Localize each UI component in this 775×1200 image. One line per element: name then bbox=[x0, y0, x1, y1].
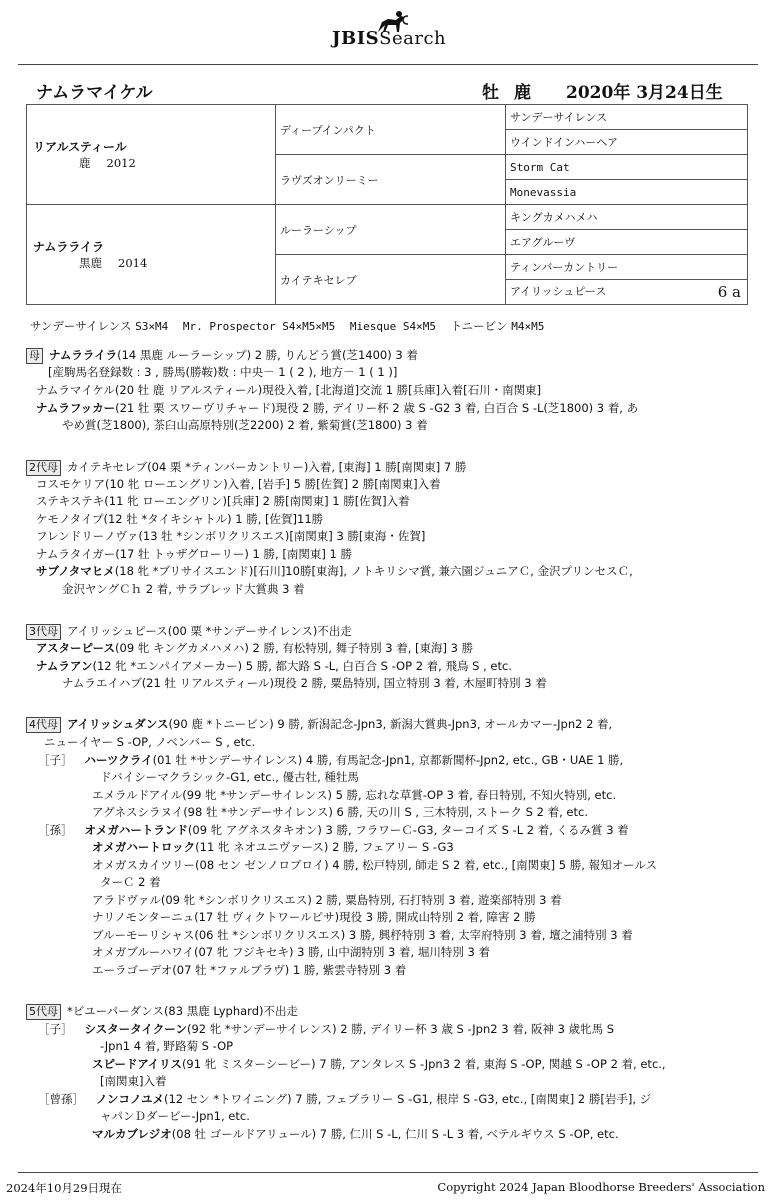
g4-detail: (90 鹿 *トニービン) 9 勝, 新潟記念-Jpn3, 新潟大賞典-Jpn3, オールカマー-Jpn2 2 着, bbox=[168, 717, 613, 731]
dam-line-1 bbox=[26, 347, 418, 364]
dam-line-5: やめ賞(芝1800), 茶臼山高原特別(芝2200) 2 着, 紫菊賞(芝1800) 3 着 bbox=[62, 418, 428, 432]
g4-gc-bold-1: オメガハートランド bbox=[84, 823, 188, 837]
g5-ggc-bold-1-detail: (12 セン *トワイニング) 7 勝, フェブラリー S -G1, 根岸 S -G3, etc., [南関東] 2 勝[岩手], ジ bbox=[163, 1092, 652, 1106]
g4-line-4: ドバイシーマクラシック-G1, etc., 優古牡, 種牡馬 bbox=[100, 770, 359, 784]
dam-sire: ルーラーシップ bbox=[276, 205, 506, 255]
inbreed-3: Miesque S4×M5 bbox=[349, 320, 436, 333]
g5-line-5: [南関東]入着 bbox=[100, 1074, 167, 1088]
g5-line-1 bbox=[26, 1003, 298, 1020]
g4-line-12: ナリノモンターニュ(17 牡 ヴィクトワールピサ)現役 3 勝, 開成山特別 2 着, 障害 2 勝 bbox=[92, 910, 536, 924]
g2-line-7 bbox=[36, 563, 633, 579]
g2-line-4: ケモノタイプ(12 牡 *タイキシャトル) 1 勝, [佐賀]11勝 bbox=[36, 512, 324, 526]
sire-sire-dam: ウインドインハーヘア bbox=[506, 130, 748, 155]
g5-child-bold-2-detail: (91 牝 ミスターシービー) 7 勝, アンタレス S -Jpn3 2 着, 東海 S -OP, 関越 S -OP 2 着, etc., bbox=[181, 1057, 666, 1071]
inbreed-4-cross: M4×M5 bbox=[511, 320, 545, 333]
g2-bold-detail: (18 牝 *ブリサイスエンド)[石川]10勝[東海], ノトキリシマ賞, 兼六園ジュニアＣ, 金沢プリンセスＣ, bbox=[114, 564, 633, 578]
g3-line-2 bbox=[36, 640, 473, 656]
g4-child-label: ［子］ bbox=[38, 753, 73, 767]
g5-child-bold-1: シスタータイクーン bbox=[84, 1022, 187, 1036]
g4-line-5: エメラルドアイル(99 牝 *サンデーサイレンス) 5 勝, 忘れな草賞-OP 3 着, 春日特別, 不知火特別, etc. bbox=[92, 788, 617, 802]
g2-detail: カイテキセレブ(04 栗 *ティンバーカントリー)入着, [東海] 1 勝[南関東] 7 勝 bbox=[67, 460, 467, 474]
g2-line-6: ナムラタイガー(17 牡 トゥザグローリー) 1 勝, [南関東] 1 勝 bbox=[36, 547, 352, 561]
g4-gc-bold-2-detail: (11 牝 ネオユニヴァース) 2 勝, フェアリー S -G3 bbox=[195, 840, 454, 854]
inbreed-2: Mr. Prospector S4×M5×M5 bbox=[182, 320, 336, 333]
foal-detail: (21 牡 栗 スワーヴリチャード)現役 2 勝, デイリー杯 2 歳 S -G2 3 着, 白百合 S -L(芝1800) 3 着, あ bbox=[115, 401, 639, 415]
g4-bold: アイリッシュダンス bbox=[67, 717, 169, 731]
g4-line-15: エーラゴーデオ(07 牡 *ファルブラヴ) 1 勝, 紫雲寺特別 3 着 bbox=[92, 963, 407, 977]
sire-dam-dam: Monevassia bbox=[506, 180, 748, 205]
sire-coat: 鹿 bbox=[79, 156, 91, 170]
g3-bold-1: アスターピース bbox=[36, 641, 116, 655]
dam-detail: (14 黒鹿 ルーラーシップ) 2 勝, りんどう賞(芝1400) 3 着 bbox=[117, 348, 418, 362]
g5-ggc-bold-2-detail: (08 牡 ゴールドアリュール) 7 勝, 仁川 S -L, 仁川 S -L 3 着, ベテルギウス S -OP, etc. bbox=[171, 1127, 619, 1141]
g4-child-detail: (01 牡 *サンデーサイレンス) 4 勝, 有馬記念-Jpn1, 京都新聞杯-Jpn2, etc., GB・UAE 1 勝, bbox=[152, 753, 624, 767]
g4-line-10: ターＣ 2 着 bbox=[100, 875, 161, 889]
g2-line-1 bbox=[26, 459, 466, 476]
sire-cell bbox=[27, 105, 276, 205]
dam-sire-dam: エアグルーヴ bbox=[506, 230, 748, 255]
dam-coat: 黒鹿 bbox=[79, 256, 102, 270]
g4-line-7 bbox=[38, 822, 629, 838]
g5-child-label: ［子］ bbox=[38, 1022, 73, 1036]
g4-line-14: オメガブルーハワイ(07 牝 フジキセキ) 3 勝, 山中湖特別 3 着, 堀川特別 3 着 bbox=[92, 945, 490, 959]
g4-line-2: ニューイヤー S -OP, ノベンバー S , etc. bbox=[44, 735, 256, 749]
g5-ggc-label: ［曾孫］ bbox=[38, 1092, 84, 1106]
section-tag-g4: 4代母 bbox=[26, 717, 61, 733]
g5-line-3: -Jpn1 4 着, 野路菊 S -OP bbox=[100, 1039, 234, 1053]
section-tag-g5: 5代母 bbox=[26, 1004, 61, 1020]
g5-ggc-bold-1: ノンコノユメ bbox=[96, 1092, 164, 1106]
dam-dam-dam: アイリッシュピース bbox=[510, 285, 607, 298]
logo-sub: Search bbox=[379, 28, 447, 49]
g3-bold-2: ナムラアン bbox=[36, 659, 93, 673]
footer-rule bbox=[18, 1172, 758, 1173]
g2-line-5: フレンドリーノヴァ(13 牡 *シンボリクリスエス)[南関東] 3 勝[東海・佐賀] bbox=[36, 529, 426, 543]
dam-dam-dam-cell bbox=[506, 280, 748, 305]
g4-line-6: アグネスシラヌイ(98 牡 *サンデーサイレンス) 6 勝, 天の川 S , 三木特別, ストーク S 2 着, etc. bbox=[92, 805, 588, 819]
sire-sire: ディープインパクト bbox=[276, 105, 506, 155]
g4-line-1 bbox=[26, 716, 612, 733]
dam-dam-sire: ティンバーカントリー bbox=[506, 255, 748, 280]
g5-line-2 bbox=[38, 1021, 614, 1037]
g4-line-11: アラドヴァル(09 牝 *シンボリクリスエス) 2 勝, 粟島特別, 石打特別 3 着, 遊楽部特別 3 着 bbox=[92, 893, 562, 907]
section-tag-g3: 3代母 bbox=[26, 624, 61, 640]
g4-grandchild-label: ［孫］ bbox=[38, 823, 73, 837]
jbis-search-logo bbox=[326, 10, 466, 52]
family-number: 6 a bbox=[717, 283, 741, 301]
horse-birthdate: 2020年 3月24日生 bbox=[566, 83, 723, 103]
g3-bold-2-detail: (12 牝 *エンパイアメーカー) 5 勝, 都大路 S -L, 白百合 S -OP 2 着, 飛鳥 S , etc. bbox=[92, 659, 512, 673]
g4-line-13: ブルーモーリシャス(06 牡 *シンボリクリスエス) 3 勝, 興杼特別 3 着, 太宰府特別 3 着, 壇之浦特別 3 着 bbox=[92, 928, 633, 942]
g5-child-bold-1-detail: (92 牝 *サンデーサイレンス) 2 勝, デイリー杯 3 歳 S -Jpn2 3 着, 阪神 3 歳牝馬 S bbox=[186, 1022, 615, 1036]
header-rule bbox=[18, 64, 758, 65]
sire-dam: ラヴズオンリーミー bbox=[276, 155, 506, 205]
pedigree-table bbox=[26, 104, 748, 305]
inbreed-1-cross: S3×M4 bbox=[135, 320, 169, 333]
g3-line-3 bbox=[36, 658, 512, 674]
dam-dam: カイテキセレブ bbox=[276, 255, 506, 305]
g5-detail: *ビユーパーダンス(83 黒鹿 Lyphard)不出走 bbox=[67, 1004, 298, 1018]
g5-line-4 bbox=[92, 1056, 666, 1072]
dam-year: 2014 bbox=[118, 256, 148, 270]
inbreed-1: サンデーサイレンス bbox=[30, 319, 132, 333]
sire-name: リアルスティール bbox=[33, 140, 127, 154]
sire-sire-sire: サンデーサイレンス bbox=[506, 105, 748, 130]
g3-detail: アイリッシュピース(00 栗 *サンデーサイレンス)不出走 bbox=[67, 624, 352, 638]
g2-line-2: コスモケリア(10 牝 ローエングリン)入着, [岩手] 5 勝[佐賀] 2 勝[南関東]入着 bbox=[36, 477, 441, 491]
g3-bold-1-detail: (09 牝 キングカメハメハ) 2 勝, 有松特別, 舞子特別 3 着, [東海] 3 勝 bbox=[115, 641, 474, 655]
horse-name: ナムラマイケル bbox=[36, 83, 153, 103]
g5-line-8 bbox=[92, 1126, 619, 1142]
g2-line-8: 金沢ヤングＣｈ 2 着, サラブレッド大賞典 3 着 bbox=[62, 582, 305, 596]
g2-bold: サブノタマヒメ bbox=[36, 564, 115, 578]
g4-child-bold: ハーツクライ bbox=[84, 753, 153, 767]
g5-line-7: ャパンＤダービー-Jpn1, etc. bbox=[100, 1109, 250, 1123]
g2-line-3: ステキステキ(11 牝 ローエングリン)[兵庫] 2 勝[南関東] 1 勝[佐賀]入着 bbox=[36, 494, 410, 508]
g4-gc-bold-2: オメガハートロック bbox=[92, 840, 196, 854]
g3-line-1 bbox=[26, 623, 352, 640]
g4-gc-bold-1-detail: (09 牝 アグネスタキオン) 3 勝, フラワーＣ-G3, ターコイズ S -L 2 着, くるみ賞 3 着 bbox=[187, 823, 629, 837]
g4-line-3 bbox=[38, 752, 623, 768]
foal-bold: ナムラフッカー bbox=[36, 401, 116, 415]
g3-line-4: ナムラエイハブ(21 牡 リアルスティール)現役 2 勝, 粟島特別, 国立特別 3 着, 木屋町特別 3 着 bbox=[62, 676, 547, 690]
g5-child-bold-2: スピードアイリス bbox=[92, 1057, 182, 1071]
g5-ggc-bold-2: マルカブレジオ bbox=[92, 1127, 172, 1141]
g4-line-9: オメガスカイツリー(08 セン ゼンノロブロイ) 4 勝, 松戸特別, 師走 S 2 着, etc., [南関東] 5 勝, 報知オールス bbox=[92, 858, 658, 872]
dam-bold: ナムラライラ bbox=[49, 348, 118, 362]
inbreeding-line bbox=[30, 318, 544, 334]
horse-coat: 鹿 bbox=[514, 83, 531, 103]
dam-line-4 bbox=[36, 400, 638, 416]
g5-line-6 bbox=[38, 1091, 651, 1107]
dam-line-3: ナムラマイケル(20 牡 鹿 リアルスティール)現役入着, [北海道]交流 1 勝[兵庫]入着[石川・南関東] bbox=[36, 383, 542, 397]
as-of-date: 2024年10月29日現在 bbox=[6, 1181, 123, 1195]
sire-dam-sire: Storm Cat bbox=[506, 155, 748, 180]
section-tag-dam: 母 bbox=[26, 348, 43, 364]
copyright: Copyright 2024 Japan Bloodhorse Breeders' Association bbox=[437, 1180, 765, 1194]
dam-line-2: [産駒馬名登録数 : 3 , 勝馬(勝鞍)数 : 中央－ 1 ( 2 ), 地方－ 1 ( 1 )] bbox=[48, 365, 398, 379]
section-tag-g2: 2代母 bbox=[26, 460, 61, 476]
g4-line-8 bbox=[92, 839, 454, 855]
dam-name: ナムラライラ bbox=[33, 240, 105, 254]
logo-main: JBIS bbox=[332, 28, 380, 49]
sire-year: 2012 bbox=[106, 156, 136, 170]
horse-sex: 牡 bbox=[482, 83, 499, 103]
inbreed-4: トニービン bbox=[450, 319, 508, 333]
dam-cell bbox=[27, 205, 276, 305]
dam-sire-sire: キングカメハメハ bbox=[506, 205, 748, 230]
